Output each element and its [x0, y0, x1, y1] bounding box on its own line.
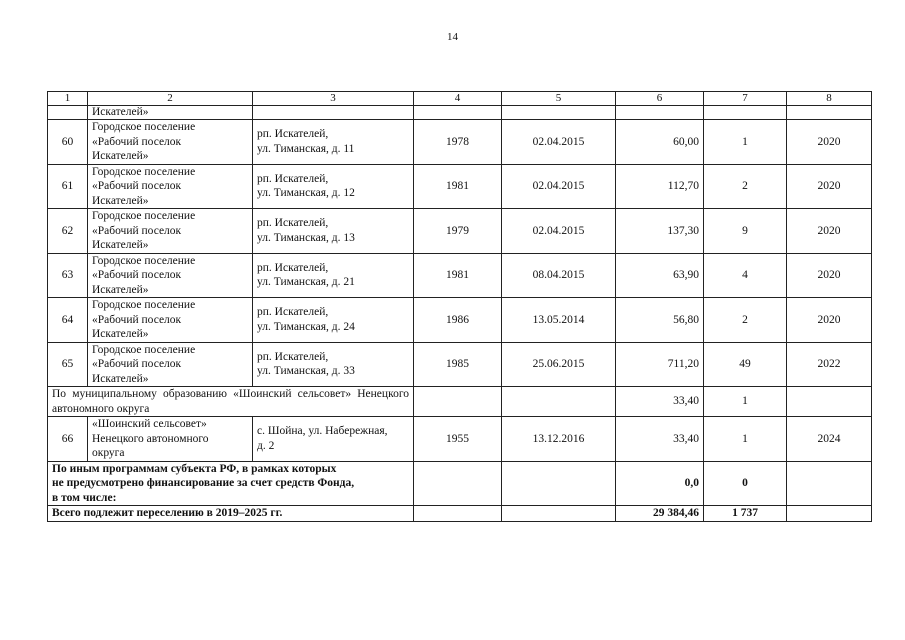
column-header: 4: [414, 92, 502, 106]
other-programs-people: 0: [704, 461, 787, 506]
house-address-line: д. 2: [257, 439, 275, 452]
house-address-line: рп. Искателей,: [257, 172, 329, 185]
people-count: 9: [704, 209, 787, 254]
table-row: [48, 298, 872, 343]
column-header: 7: [704, 92, 787, 106]
planned-year: 2020: [787, 298, 872, 343]
column-header: 1: [48, 92, 88, 106]
house-address: [253, 253, 414, 298]
commission-year: 1981: [414, 164, 502, 209]
other-programs-area: 0,0: [616, 461, 704, 506]
planned-year: 2020: [787, 120, 872, 165]
municipality-name-line: «Шоинский сельсовет»: [92, 418, 207, 430]
house-address: [253, 298, 414, 343]
other-programs-label-line: в том числе:: [52, 491, 117, 504]
page-number: 14: [447, 31, 458, 43]
emergency-date: 02.04.2015: [502, 120, 616, 165]
house-address-line: рп. Искателей,: [257, 128, 329, 141]
table-row: [48, 164, 872, 209]
other-programs-label-line: По иным программам субъекта РФ, в рамках которых: [52, 462, 337, 475]
planned-year: 2022: [787, 342, 872, 387]
house-address: [253, 164, 414, 209]
house-address: [253, 209, 414, 254]
commission-year: 1985: [414, 342, 502, 387]
house-address-line: с. Шойна, ул. Набережная,: [257, 425, 388, 438]
municipality-name: [88, 164, 253, 209]
house-address-line: ул. Тиманская, д. 21: [257, 276, 355, 289]
table-row: [48, 253, 872, 298]
grand-total-label: Всего подлежит переселению в 2019–2025 гг.: [48, 506, 414, 522]
table-row: [48, 209, 872, 254]
subtotal-people: 1: [704, 387, 787, 417]
area-value: 56,80: [616, 298, 704, 343]
house-address: [253, 342, 414, 387]
municipality-name-line: Искателей»: [92, 372, 149, 385]
table-row: [48, 120, 872, 165]
house-address: [253, 120, 414, 165]
row-number: 65: [48, 342, 88, 387]
continuation-text: Искателей»: [88, 106, 253, 120]
house-address-line: рп. Искателей,: [257, 306, 329, 319]
commission-year: 1981: [414, 253, 502, 298]
empty-cell: [787, 506, 872, 522]
people-count: 2: [704, 298, 787, 343]
column-header: 6: [616, 92, 704, 106]
house-address-line: ул. Тиманская, д. 11: [257, 142, 355, 155]
row-number: 63: [48, 253, 88, 298]
municipality-name-line: «Рабочий поселок: [92, 224, 182, 237]
area-value: 711,20: [616, 342, 704, 387]
municipality-name-line: «Рабочий поселок: [92, 269, 182, 281]
emergency-date: 25.06.2015: [502, 342, 616, 387]
resettlement-table: [47, 91, 872, 522]
table-row: [48, 417, 872, 462]
continuation-row: [48, 106, 872, 120]
planned-year: 2020: [787, 209, 872, 254]
column-header: 8: [787, 92, 872, 106]
emergency-date: 02.04.2015: [502, 209, 616, 254]
municipality-name-line: Искателей»: [92, 283, 149, 296]
empty-cell: [414, 461, 502, 506]
house-address-line: рп. Искателей,: [257, 217, 329, 230]
municipality-name-line: Городское поселение: [92, 254, 196, 267]
empty-cell: [787, 461, 872, 506]
house-address-line: ул. Тиманская, д. 12: [257, 187, 355, 200]
emergency-date: 13.05.2014: [502, 298, 616, 343]
municipality-name: [88, 298, 253, 343]
municipality-name: [88, 342, 253, 387]
emergency-date: 02.04.2015: [502, 164, 616, 209]
municipality-name-line: «Рабочий поселок: [92, 135, 182, 148]
municipality-name-line: округа: [92, 447, 125, 459]
column-header: 3: [253, 92, 414, 106]
house-address-line: ул. Тиманская, д. 13: [257, 231, 355, 244]
municipality-name: [88, 209, 253, 254]
grand-total-area: 29 384,46: [616, 506, 704, 522]
municipality-name: [88, 417, 253, 462]
municipality-name-line: «Рабочий поселок: [92, 313, 182, 326]
house-address-line: рп. Искателей,: [257, 350, 329, 363]
planned-year: 2024: [787, 417, 872, 462]
house-address: [253, 417, 414, 462]
municipality-name: [88, 253, 253, 298]
column-header: 2: [88, 92, 253, 106]
empty-cell: [787, 387, 872, 417]
people-count: 2: [704, 164, 787, 209]
empty-cell: [502, 461, 616, 506]
people-count: 4: [704, 253, 787, 298]
other-programs-label-line: не предусмотрено финансирование за счет средств Фонда,: [52, 477, 355, 489]
municipality-name-line: Искателей»: [92, 150, 149, 162]
house-address-line: ул. Тиманская, д. 33: [257, 365, 355, 378]
area-value: 33,40: [616, 417, 704, 462]
other-programs-row: [48, 461, 872, 506]
area-value: 60,00: [616, 120, 704, 165]
area-value: 112,70: [616, 164, 704, 209]
people-count: 1: [704, 120, 787, 165]
municipality-name-line: Искателей»: [92, 239, 149, 251]
empty-cell: [414, 506, 502, 522]
subtotal-row: [48, 387, 872, 417]
municipality-name-line: Городское поселение: [92, 210, 196, 222]
other-programs-label: [48, 461, 414, 506]
empty-cell: [414, 387, 502, 417]
emergency-date: 08.04.2015: [502, 253, 616, 298]
empty-cell: [502, 506, 616, 522]
planned-year: 2020: [787, 164, 872, 209]
subtotal-label: По муниципальному образованию «Шоинский сельсовет» Ненецкого автономного округа: [48, 387, 414, 417]
municipality-name-line: Искателей»: [92, 328, 149, 340]
municipality-name-line: Городское поселение: [92, 343, 196, 356]
commission-year: 1955: [414, 417, 502, 462]
subtotal-area: 33,40: [616, 387, 704, 417]
municipality-name-line: Ненецкого автономного: [92, 432, 209, 445]
house-address-line: ул. Тиманская, д. 24: [257, 320, 355, 333]
planned-year: 2020: [787, 253, 872, 298]
commission-year: 1978: [414, 120, 502, 165]
commission-year: 1979: [414, 209, 502, 254]
column-header: 5: [502, 92, 616, 106]
column-number-header-row: [48, 92, 872, 106]
municipality-name-line: Искателей»: [92, 194, 149, 207]
municipality-name-line: Городское поселение: [92, 299, 196, 311]
row-number: 62: [48, 209, 88, 254]
row-number: 61: [48, 164, 88, 209]
empty-cell: [502, 387, 616, 417]
row-number: 60: [48, 120, 88, 165]
municipality-name: [88, 120, 253, 165]
area-value: 137,30: [616, 209, 704, 254]
grand-total-row: [48, 506, 872, 522]
table-row: [48, 342, 872, 387]
house-address-line: рп. Искателей,: [257, 261, 329, 274]
commission-year: 1986: [414, 298, 502, 343]
municipality-name-line: Городское поселение: [92, 165, 196, 178]
row-number: 66: [48, 417, 88, 462]
municipality-name-line: Городское поселение: [92, 121, 196, 133]
area-value: 63,90: [616, 253, 704, 298]
municipality-name-line: «Рабочий поселок: [92, 180, 182, 192]
grand-total-people: 1 737: [704, 506, 787, 522]
municipality-name-line: «Рабочий поселок: [92, 358, 182, 370]
emergency-date: 13.12.2016: [502, 417, 616, 462]
row-number: 64: [48, 298, 88, 343]
people-count: 49: [704, 342, 787, 387]
people-count: 1: [704, 417, 787, 462]
